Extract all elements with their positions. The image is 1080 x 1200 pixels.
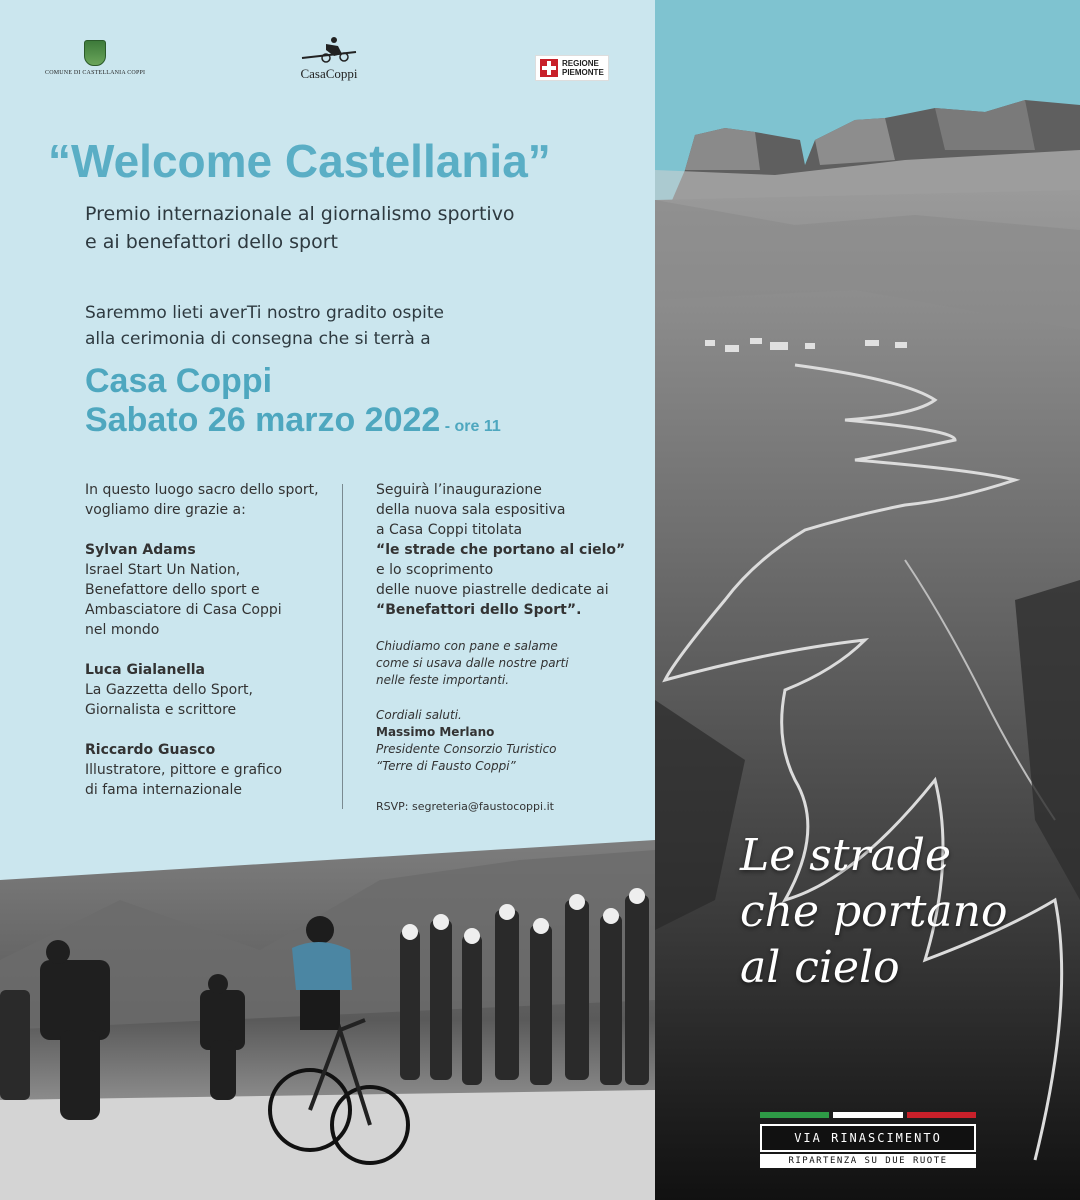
cyclist-icon [296, 34, 362, 64]
subtitle-line: Premio internazionale al giornalismo sportivo [85, 203, 515, 225]
signer-role: Presidente Consorzio Turistico [376, 742, 557, 756]
honoree [85, 740, 335, 800]
mountain-pass-photo [655, 0, 1080, 1200]
regione-logo [535, 55, 609, 81]
comune-logo-text: COMUNE DI CASTELLANIA COPPI [45, 70, 146, 76]
via-rinascimento-badge [760, 1112, 976, 1168]
honoree-line: Israel Start Un Nation, [85, 562, 241, 578]
invite-line: alla cerimonia di consegna che si terrà a [85, 329, 431, 349]
honoree-line: nel mondo [85, 622, 160, 638]
honoree-name: Riccardo Guasco [85, 742, 216, 758]
tiles-title: “Benefattori dello Sport”. [376, 602, 582, 618]
casacoppi-logo [296, 34, 362, 82]
honorees-column [85, 480, 335, 820]
page-title: “Welcome Castellania” [48, 135, 551, 187]
honorees-intro [85, 480, 335, 520]
flag-stripe-red [907, 1112, 976, 1118]
piemonte-cross-icon [540, 59, 558, 77]
honoree-line: Illustratore, pittore e grafico [85, 762, 283, 778]
intro-line: In questo luogo sacro dello sport, [85, 482, 319, 498]
closing-line: Chiudiamo con pane e salame [376, 639, 558, 653]
column-divider [342, 484, 343, 809]
honoree-line: Giornalista e scrittore [85, 702, 237, 718]
regione-logo-text [562, 59, 604, 77]
headline-line: Le strade [740, 830, 951, 881]
honoree-line: Benefattore dello sport e [85, 582, 260, 598]
signature-block [376, 707, 646, 775]
honoree-name: Luca Gialanella [85, 662, 205, 678]
crest-icon [84, 40, 106, 66]
program-line: a Casa Coppi titolata [376, 522, 523, 538]
event-date: Sabato 26 marzo 2022 [85, 401, 441, 439]
badge-title: VIA RINASCIMENTO [760, 1124, 976, 1152]
program-line: Seguirà l’inaugurazione [376, 482, 542, 498]
subtitle [85, 200, 515, 256]
honoree-name: Sylvan Adams [85, 542, 196, 558]
closing-line: nelle feste importanti. [376, 673, 510, 687]
event-place: Casa Coppi [85, 362, 273, 400]
honoree-line: di fama internazionale [85, 782, 242, 798]
invite-line: Saremmo lieti averTi nostro gradito ospite [85, 303, 445, 323]
closing-line: come si usava dalle nostre parti [376, 656, 569, 670]
signer-name: Massimo Merlano [376, 725, 495, 739]
logo-bar [0, 40, 655, 90]
honoree-line: Ambasciatore di Casa Coppi [85, 602, 282, 618]
intro-line: vogliamo dire grazie a: [85, 502, 246, 518]
subtitle-line: e ai benefattori dello sport [85, 231, 338, 253]
flag-stripe-white [833, 1112, 902, 1118]
invite-text [85, 300, 444, 352]
event-date-row [85, 401, 501, 446]
exhibition-title: “le strade che portano al cielo” [376, 542, 626, 558]
honoree [85, 540, 335, 640]
badge-subtitle: RIPARTENZA SU DUE RUOTE [760, 1154, 976, 1168]
cycling-race-photo [0, 840, 655, 1200]
casacoppi-logo-text: CasaCoppi [300, 66, 358, 81]
program-line: della nuova sala espositiva [376, 502, 566, 518]
comune-logo [45, 40, 145, 76]
italian-flag-stripes [760, 1112, 976, 1118]
signer-role: “Terre di Fausto Coppi” [376, 759, 516, 773]
program-line: delle nuove piastrelle dedicate ai [376, 582, 609, 598]
poster-headline [740, 828, 1007, 996]
closing-note [376, 638, 646, 689]
headline-line: che portano [740, 886, 1008, 937]
event-time: - ore 11 [440, 418, 501, 435]
program-column [376, 480, 646, 817]
program-line: e lo scoprimento [376, 562, 494, 578]
headline-line: al cielo [740, 942, 900, 993]
regione-line: PIEMONTE [562, 68, 604, 77]
flag-stripe-green [760, 1112, 829, 1118]
event-details [85, 362, 501, 446]
honoree [85, 660, 335, 720]
greeting: Cordiali saluti. [376, 708, 462, 722]
honoree-line: La Gazzetta dello Sport, [85, 682, 253, 698]
poster-panel [655, 0, 1080, 1200]
rsvp-email[interactable]: RSVP: segreteria@faustocoppi.it [376, 800, 554, 813]
regione-line: REGIONE [562, 59, 599, 68]
